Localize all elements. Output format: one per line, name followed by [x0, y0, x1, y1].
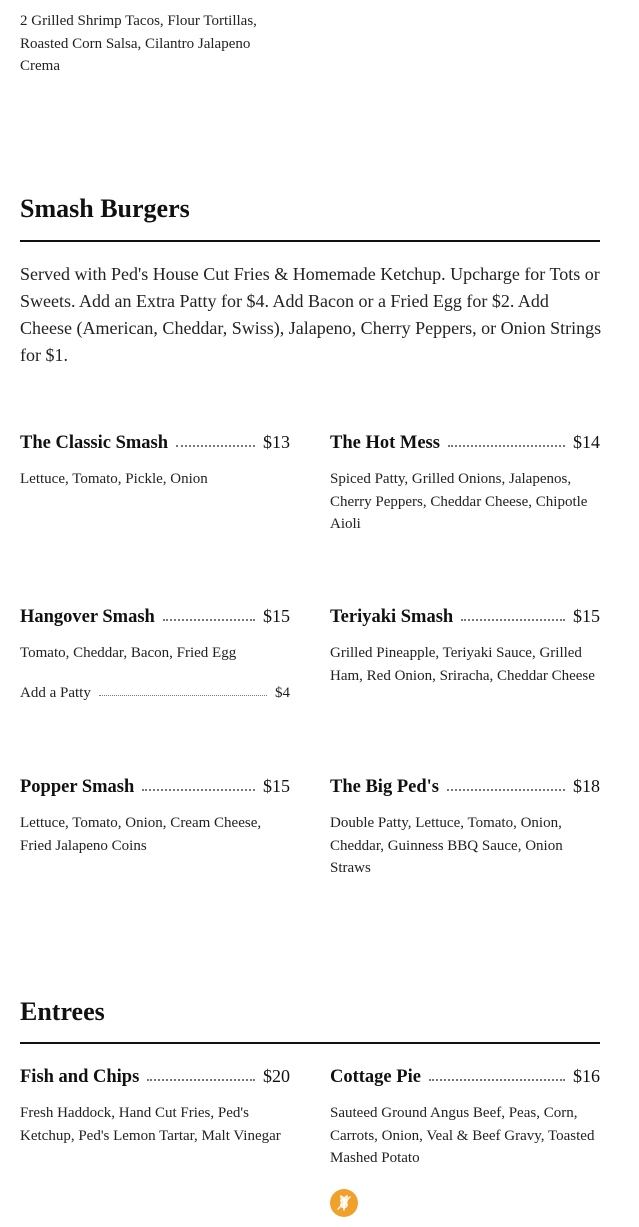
item-name: The Hot Mess: [330, 433, 440, 453]
item-description: Spiced Patty, Grilled Onions, Jalapenos, Cherry Peppers, Cheddar Cheese, Chipotle Aioli: [330, 471, 588, 532]
item-price: $16: [573, 1066, 600, 1086]
dot-leader: [461, 619, 565, 621]
item-name: The Classic Smash: [20, 433, 169, 453]
section-title-entrees: Entrees: [20, 997, 105, 1026]
dot-leader: [142, 789, 255, 791]
item-description: Lettuce, Tomato, Pickle, Onion: [20, 471, 208, 487]
item-name: Fish and Chips: [20, 1067, 140, 1087]
dot-leader: [447, 789, 565, 791]
item-price: $20: [263, 1066, 290, 1086]
item-price: $18: [573, 776, 600, 796]
menu-item-popper-smash: [20, 776, 290, 798]
dot-leader: [99, 695, 267, 696]
item-description: Tomato, Cheddar, Bacon, Fried Egg: [20, 645, 237, 661]
gluten-free-icon: [330, 1189, 358, 1217]
addon-row: [20, 685, 290, 702]
item-description: Grilled Pineapple, Teriyaki Sauce, Grilled Ham, Red Onion, Sriracha, Cheddar Cheese: [330, 645, 595, 684]
menu-item-fish-and-chips: [20, 1066, 290, 1088]
item-description: Sauteed Ground Angus Beef, Peas, Corn, Carrots, Onion, Veal & Beef Gravy, Toasted Mashed Potato: [330, 1105, 595, 1166]
item-description: 2 Grilled Shrimp Tacos, Flour Tortillas, Roasted Corn Salsa, Cilantro Jalapeno Crema: [20, 13, 257, 74]
item-price: $15: [263, 606, 290, 626]
item-name: Popper Smash: [20, 777, 135, 797]
item-name: Cottage Pie: [330, 1067, 421, 1087]
item-price: $14: [573, 432, 600, 452]
item-name: Hangover Smash: [20, 607, 155, 627]
addon-label: Add a Patty: [20, 685, 91, 701]
dot-leader: [163, 619, 255, 621]
dot-leader: [147, 1079, 255, 1081]
menu-item-hangover-smash: [20, 606, 290, 628]
dot-leader: [448, 445, 565, 447]
section-intro: Served with Ped's House Cut Fries & Homemade Ketchup. Upcharge for Tots or Sweets. Add an Extra Patty for $4. Add Bacon or a Fried Egg for $2. Add Cheese (American, Cheddar, Swiss), Jalapeno, Cherry Peppers, or Onion Strings for $1.: [20, 264, 602, 365]
menu-item-hot-mess: [330, 432, 600, 454]
section-title-smash-burgers: Smash Burgers: [20, 194, 190, 223]
addon-price: $4: [275, 685, 290, 701]
item-price: $13: [263, 432, 290, 452]
section-divider: [20, 240, 600, 242]
item-description: Fresh Haddock, Hand Cut Fries, Ped's Ketchup, Ped's Lemon Tartar, Malt Vinegar: [20, 1105, 281, 1144]
dot-leader: [429, 1079, 565, 1081]
item-description: Double Patty, Lettuce, Tomato, Onion, Cheddar, Guinness BBQ Sauce, Onion Straws: [330, 815, 563, 876]
section-divider: [20, 1042, 600, 1044]
dot-leader: [176, 445, 255, 447]
menu-item-teriyaki-smash: [330, 606, 600, 628]
item-description: Lettuce, Tomato, Onion, Cream Cheese, Fried Jalapeno Coins: [20, 815, 262, 854]
item-price: $15: [263, 776, 290, 796]
menu-item-big-peds: [330, 776, 600, 798]
menu-item-cottage-pie: [330, 1066, 600, 1088]
item-name: Teriyaki Smash: [330, 607, 454, 627]
item-name: The Big Ped's: [330, 777, 439, 797]
item-price: $15: [573, 606, 600, 626]
menu-item-classic-smash: [20, 432, 290, 454]
